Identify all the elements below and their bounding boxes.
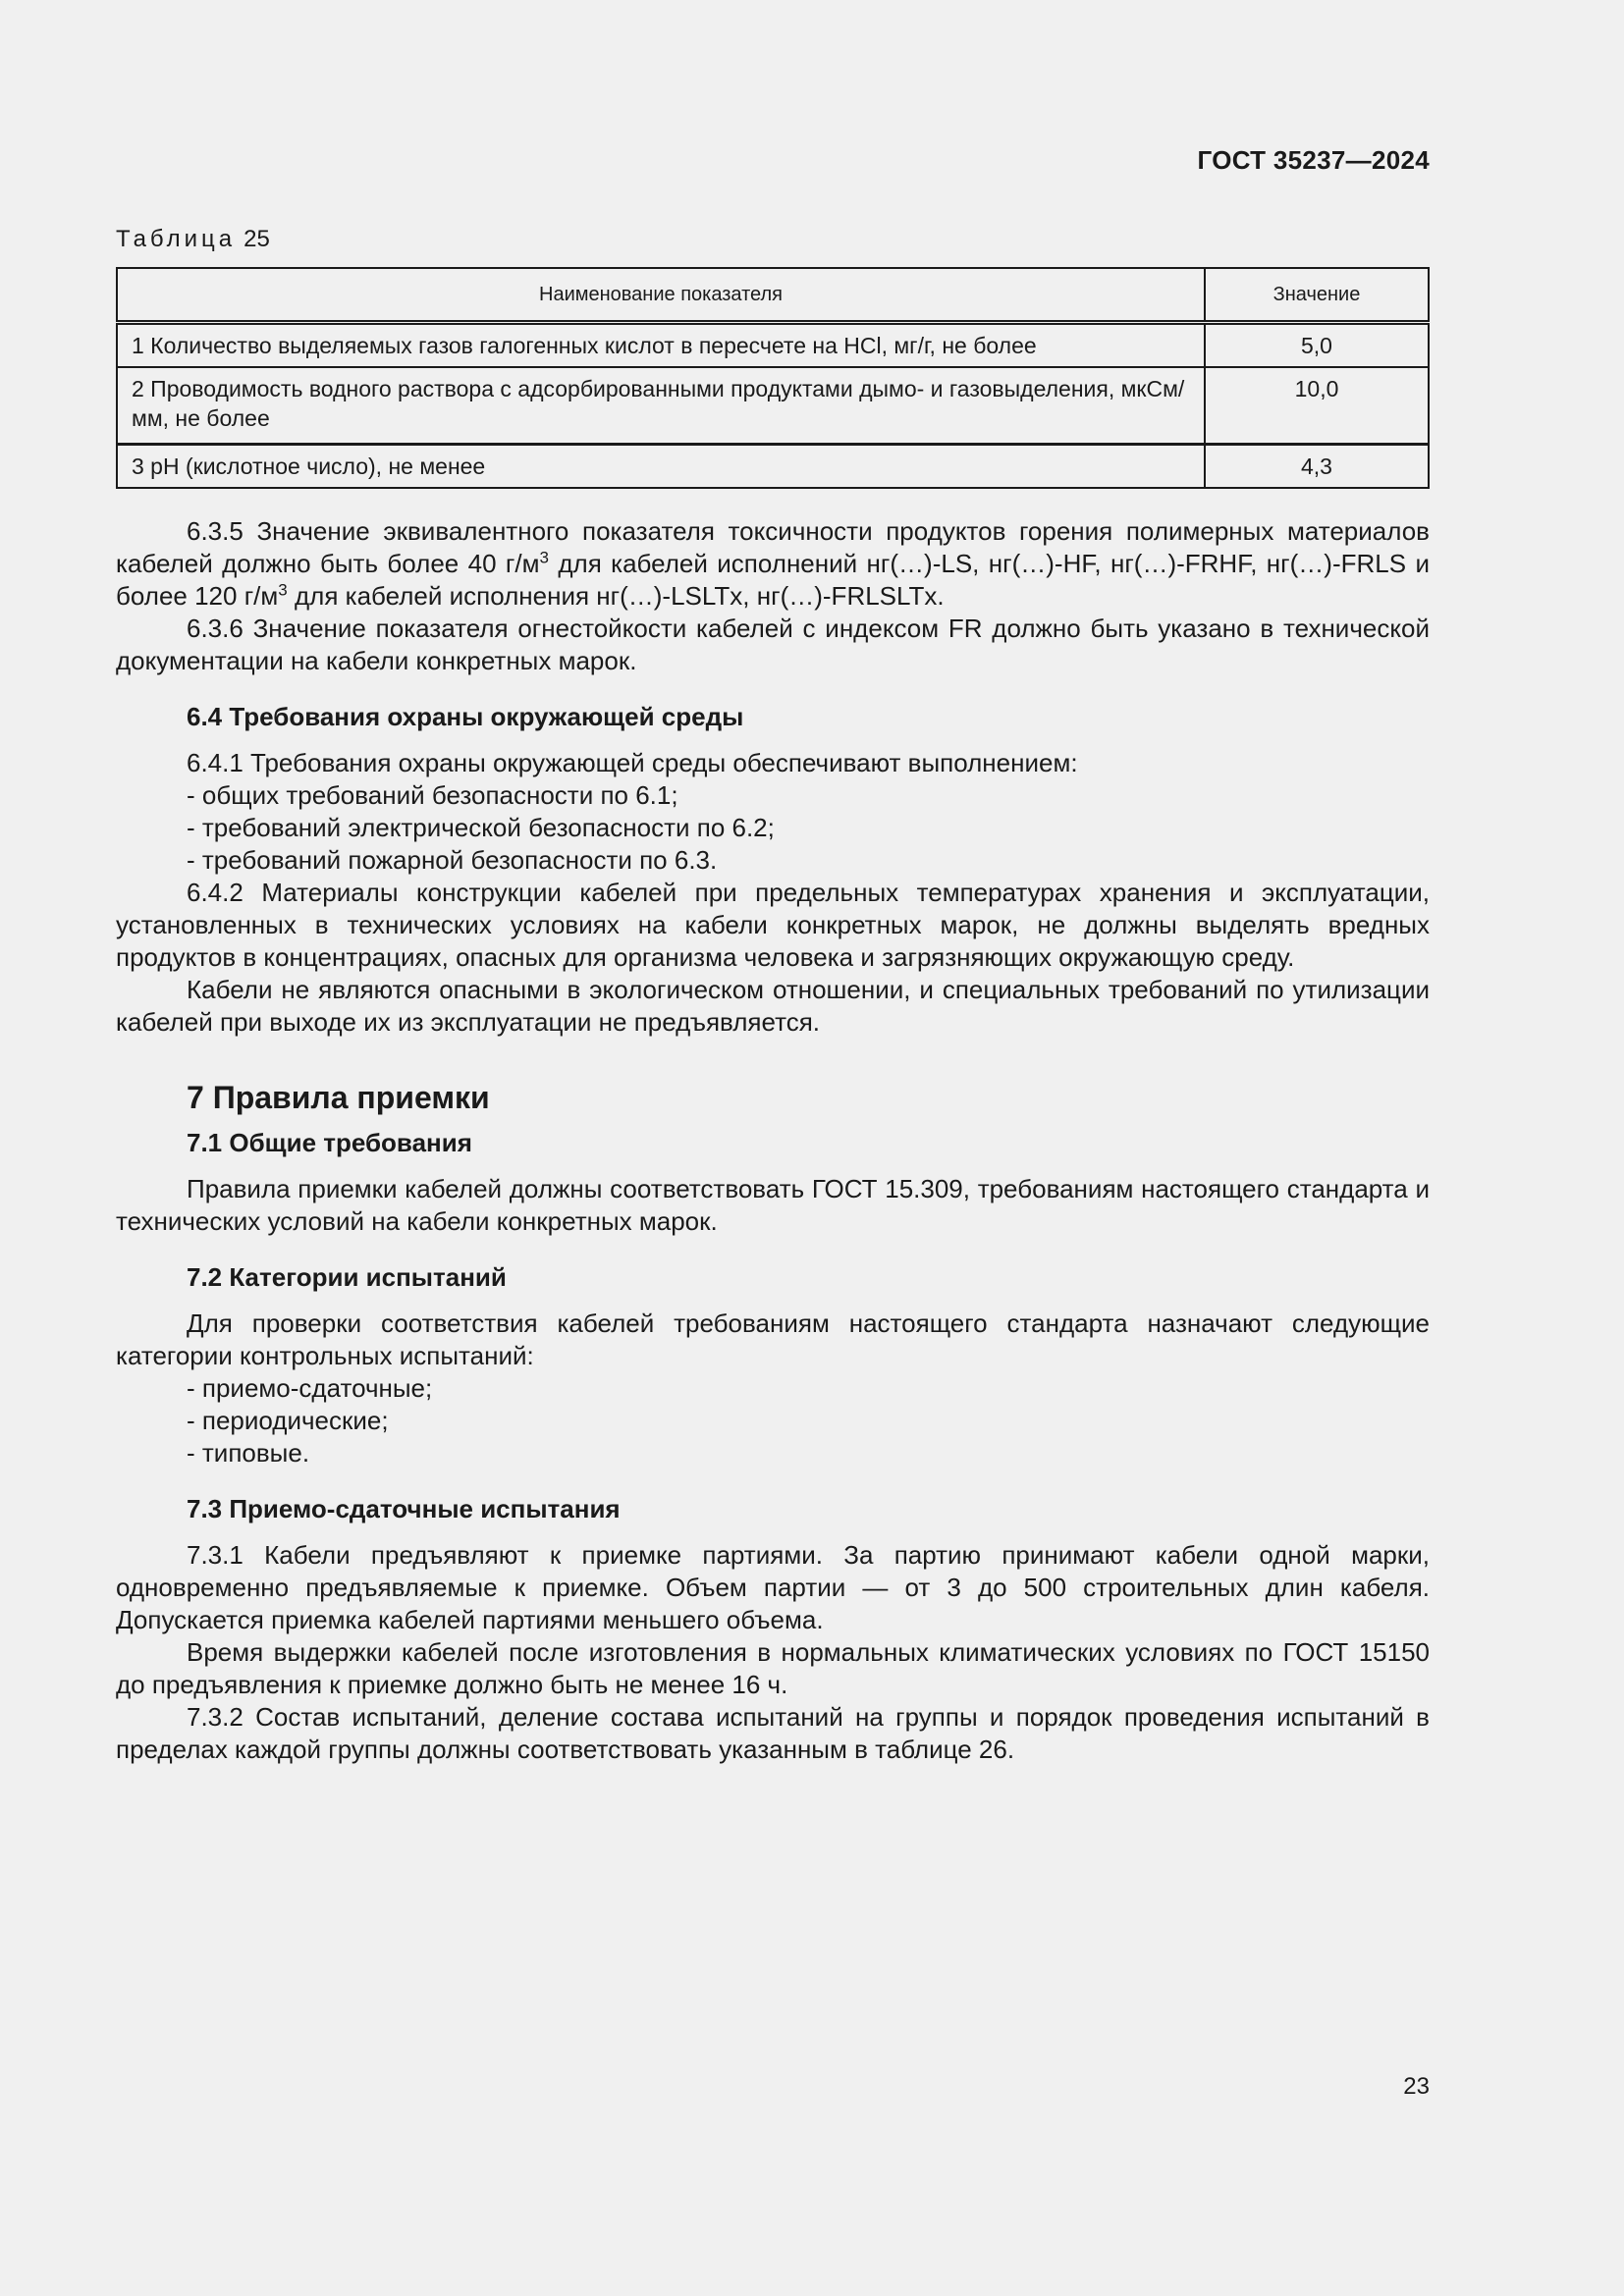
list-item: - требований пожарной безопасности по 6.3. — [187, 845, 718, 875]
table-cell-name: 2 Проводимость водного раствора с адсорбированными продуктами дымо- и газовыделения, мкСм/мм, не более — [117, 367, 1205, 445]
superscript: 3 — [278, 580, 288, 600]
section-heading-7-1: 7.1 Общие требования — [187, 1128, 472, 1157]
table-row — [117, 367, 1429, 445]
table-row — [117, 445, 1429, 489]
table-cell-value: 10,0 — [1205, 367, 1429, 445]
page-number: 23 — [1403, 2073, 1430, 2100]
document-code: ГОСТ 35237—2024 — [1197, 145, 1430, 175]
table-cell-name: 3 pH (кислотное число), не менее — [117, 445, 1205, 489]
section-heading-7-3: 7.3 Приемо-сдаточные испытания — [187, 1494, 621, 1523]
paragraph-6-4-2: 6.4.2 Материалы конструкции кабелей при предельных температурах хранения и эксплуатации, установленных в технических условиях на кабели конкретных марок, не должны выделять вредных продуктов в концентрациях, опасных для организма человека и загрязняющих окружающую среду. — [116, 878, 1430, 972]
section-heading-7-2: 7.2 Категории испытаний — [187, 1262, 507, 1292]
paragraph-6-3-5-part3: для кабелей исполнения нг(…)-LSLTx, нг(…)-FRLSLTx. — [287, 581, 945, 611]
table-caption-number: 25 — [244, 226, 270, 252]
document-page — [116, 0, 1430, 2296]
paragraph-6-3-5-part2: для кабелей исполнений нг(…)-LS, нг(…)-HF, нг(…)-FRHF, нг(…)-FRLS и более 120 г/м — [116, 549, 1430, 611]
column-header-value: Значение — [1205, 268, 1429, 323]
table-caption — [116, 226, 270, 253]
list-item: - общих требований безопасности по 6.1; — [187, 780, 678, 810]
table-row — [117, 323, 1429, 368]
section-heading-6-4: 6.4 Требования охраны окружающей среды — [187, 702, 744, 731]
list-item: - приемо-сдаточные; — [187, 1373, 433, 1403]
body-text — [116, 515, 1430, 1766]
paragraph-6-4-3: Кабели не являются опасными в экологическом отношении, и специальных требований по утилизации кабелей при выходе их из эксплуатации не предъявляется. — [116, 975, 1430, 1037]
column-header-name: Наименование показателя — [117, 268, 1205, 323]
paragraph-7-3-1-b: Время выдержки кабелей после изготовления в нормальных климатических условиях по ГОСТ 15150 до предъявления к приемке должно быть не менее 16 ч. — [116, 1637, 1430, 1699]
table-cell-value: 5,0 — [1205, 323, 1429, 368]
table-25 — [116, 267, 1430, 489]
table-caption-word: Таблица — [116, 226, 237, 252]
list-item: - типовые. — [187, 1438, 310, 1468]
superscript: 3 — [539, 548, 549, 567]
paragraph-6-3-5-part1: 6.3.5 Значение эквивалентного показателя токсичности продуктов горения полимерных материалов кабелей должно быть более 40 г/м — [116, 516, 1430, 578]
table-cell-value: 4,3 — [1205, 445, 1429, 489]
section-heading-7: 7 Правила приемки — [187, 1080, 490, 1115]
paragraph-7-3-1: 7.3.1 Кабели предъявляют к приемке партиями. За партию принимают кабели одной марки, одновременно предъявляемые к приемке. Объем партии — от 3 до 500 строительных длин кабеля. Допускается приемка кабелей партиями меньшего объема. — [116, 1540, 1430, 1634]
list-item: - периодические; — [187, 1406, 389, 1435]
paragraph-7-2: Для проверки соответствия кабелей требованиям настоящего стандарта назначают следующие категории контрольных испытаний: — [116, 1308, 1430, 1370]
table-header-row — [117, 268, 1429, 323]
paragraph-6-3-6: 6.3.6 Значение показателя огнестойкости кабелей с индексом FR должно быть указано в технической документации на кабели конкретных марок. — [116, 614, 1430, 675]
list-item: - требований электрической безопасности по 6.2; — [187, 813, 775, 842]
table-cell-name: 1 Количество выделяемых газов галогенных кислот в пересчете на HCl, мг/г, не более — [117, 323, 1205, 368]
paragraph-6-4-1: 6.4.1 Требования охраны окружающей среды обеспечивают выполнением: — [187, 748, 1078, 777]
paragraph-7-3-2: 7.3.2 Состав испытаний, деление состава испытаний на группы и порядок проведения испытаний в пределах каждой группы должны соответствовать указанным в таблице 26. — [116, 1702, 1430, 1764]
paragraph-6-3-5 — [116, 515, 1430, 613]
paragraph-7-1: Правила приемки кабелей должны соответствовать ГОСТ 15.309, требованиям настоящего стандарта и технических условий на кабели конкретных марок. — [116, 1174, 1430, 1236]
